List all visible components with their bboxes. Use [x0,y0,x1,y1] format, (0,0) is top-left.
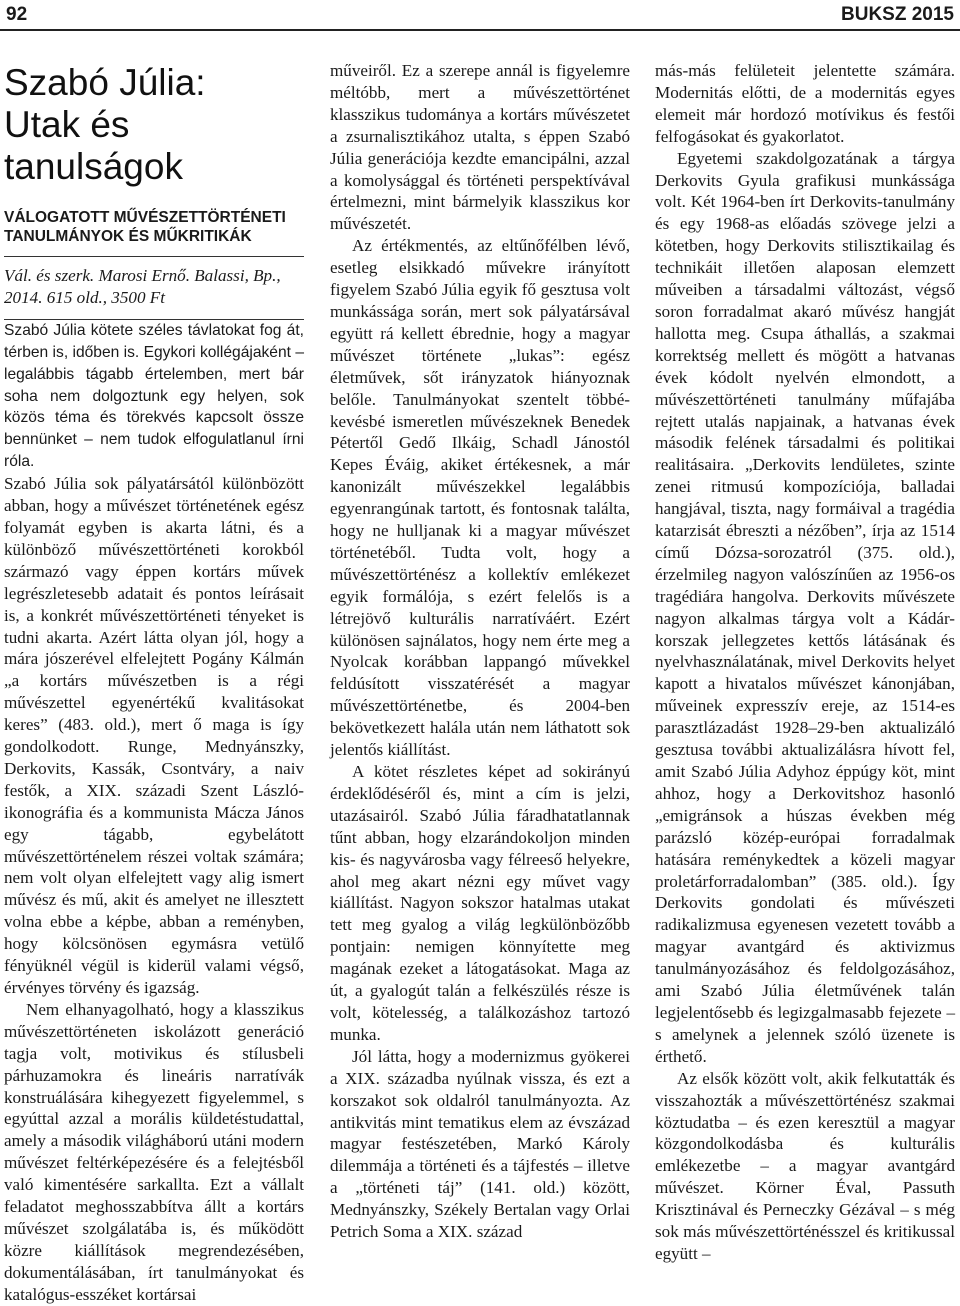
body-paragraph: Egyetemi szakdolgozatának a tárgya Derkovits Gyula grafikusi munkássága volt. Két 1964-ben írt Derkovits-tanulmány és egy 1968-as előadás szövege jelzi a kötetben, hogy Derkovits stilisztikailag és technikáit illetően alaposan elemzett műveiben a társadalmi változást, végső soron forradalmat akaró művész hangját hallotta meg. Csupa áthallás, a szakmai korrektség mellett és mögött a hatvanas évek kódolt nyelvén elmondott, a művészettörténeti tanulmány műfajába rejtett utalás napjainak, a hatvanas évek második felének társadalmi és politikai realitásaira. „Derkovits lendületes, szinte zenei ritmusú kompozíciója, balladai hangjával, tiszta, nagy formáival a tragédia katarzisát ébreszti a nézőben”, írja az 1514 című Dózsa-sorozatról (375. old.), érzelmileg nagyon valószínűen az 1956-os tragédiára hangolva. Derkovits művészete nagyon alkalmas tárgya volt a Kádár-korszak jellegzetes kettős látásának és nyelvhasználatának, mivel Derkovits helyet kapott a hivatalos művészet kánonjában, műveinek expresszív ereje, az 1514-es parasztlázadást 1928–29-ben aktualizáló gesztusa további aktualizálásra hívott fel, amit Szabó Júlia Adyhoz éppúgy köt, mint ahhoz, hogy a Derkovitshoz hasonló „emigránsok a húszas években még parázsló közép-európai forradalmak hatására reménykedtek a közeli magyar proletárforradalomban” (385. old.). Így Derkovits gondolati és művészeti radikalizmusa egyenesen vezetett tovább a magyar avantgárd és aktivizmus tanulmányozásához és feldolgozásához, ami Szabó Júlia életművének talán legjelentősebb és legizgalmasabb fejezete – s amelynek a jelennek szóló üzenete is érthető. [655,148,955,1066]
journal-name: BUKSZ 2015 [841,4,954,25]
page-number: 92 [6,4,28,25]
article-subtitle: VÁLOGATOTT MŰVÉSZETTÖRTÉNETI TANULMÁNYOK ÉS MŰKRITIKÁK [4,208,304,257]
title-line-2: Utak és tanulságok [4,104,183,187]
page-header [0,0,960,32]
body-paragraph: Jól látta, hogy a modernizmus gyökerei a XIX. századba nyúlnak vissza, és ezt a korszakot sok oldalról tanulmányozta. Az antikvitás mint tematikus elem az évszázad magyar festészetében, Markó Károly dilemmája a történeti és a tájfestés – illetve a „történeti táj” (141. old.) között, Mednyánszky, Székely Bertalan vagy Orlai Petrich Soma a XIX. század [330,1046,630,1242]
column-2 [330,60,630,1243]
lead-paragraph: Szabó Júlia kötete széles távlatokat fog át, térben is, időben is. Egykori kollégájaként – legalábbis tágabb értelemben, mert bár soha nem dolgoztunk egy helyen, sok közös téma és törekvés kapcsolt össze bennünket – nem tudok elfogulatlanul írni róla. [4,321,304,471]
title-line-1: Szabó Júlia: [4,62,206,103]
article-title [4,62,304,188]
body-paragraph: A kötet részletes képet ad sokirányú érdeklődéséről és, mint a cím is jelzi, utazásairól. Szabó Júlia fáradhatatlannak tűnt abban, hogy elzarándokoljon minden kis- és nagyvárosba vagy félreeső helyekre, ahol meg akart nézni egy művet vagy kiállítást. Nagyon sokszor hatalmas utakat tett meg gyalog a világ legkülönbözőbb pontjain: nemigen könnyítette meg magának ezeket a látogatásokat. Maga az út, a gyalogút talán a felkészülés része is volt, kötelesség, a találkozáshoz tartozó munka. [330,762,630,1044]
column-1 [4,62,304,1306]
header-rule [0,29,960,31]
body-paragraph: Az értékmentés, az eltűnőfélben lévő, esetleg elsikkadó művekre irányított figyelem Szabó Júlia egyik fő gesztusa volt munkássága során, mert sok pályatársával együtt rá kellett ébrednie, hogy a magyar művészet története „lukas”: egész életművek, sőt irányzatok hiányoznak belőle. Tanulmányokat szentelt többé-kevésbé ismeretlen művészeknek Benedek Pétertől Gedő Ilkáig, Schadl Jánostól Kepes Éváig, akiket értékesnek, a már kanonizált művészekkel legalábbis egyenrangúnak tartott, és fontosnak találta, hogy ne hulljanak ki a magyar művészet történetéből. Tudta volt, hogy a művészettörténész a kollektív emlékezet egyik formálója, s ezért felelős is a létrejövő kulturális narratíváért. Ezért különösen sajnálatos, hogy nem érte meg a Nyolcak korábban lappangó művekkel feldúsított visszatérését a magyar művészettörténetbe, és 2004-ben bekövetkezett halála után nem láthatott sok jelentős kiállítást. [330,236,630,760]
body-paragraph: más-más felületeit jelentette számára. Modernitás előtti, de a modernitás egyes elemeit már hordozó motívikus és festői felfogásokat és gyakorlatot. [655,61,955,146]
bibliographic-info: Vál. és szerk. Marosi Ernő. Balassi, Bp., 2014. 615 old., 3500 Ft [4,265,304,320]
column-3 [655,60,955,1265]
body-paragraph: Nem elhanyagolható, hogy a klasszikus művészettörténeten iskolázott generáció tagja volt, motivikus és stílusbeli párhuzamokra és lineáris narratívák konstruálására kihegyezett figyelemmel, s egyúttal azzal a morális küldetéstudattal, amely a második világháború utáni modern művészet feltérképezésére és a felejtésből való kimentésére sarkallta. Ezt a vállalt feladatot meghosszabbítva állt a kortárs művészet szolgálatába is, és működött közre kiállítások megrendezésében, dokumentálásában, írt tanulmányokat és katalógus-esszéket kortársai [4,999,304,1304]
body-paragraph: Szabó Júlia sok pályatársától különbözött abban, hogy a művészet történetének egész folyamát egyben is akarta látni, és a különböző művészettörténeti korokból származó vagy éppen kortárs művek legrészletesebb adatait és pontos leírásait is, a konkrét művészettörténeti tényeket is tudni akarta. Azért látta olyan jól, hogy a mára jószerével elfelejtett Pogány Kálmán „a kortárs művészetben is a régi művészettel egyenértékű kvalitásokat keres” (483. old.), mert ő maga is így gondolkodott. Runge, Mednyánszky, Derkovits, Kassák, Csontváry, a naiv festők, a XIX. századi Szent László-ikonográfia és a kommunista Mácza János egy tágabb, egybelátott művészettörténelem részei voltak számára; nem volt olyan elfelejtett vagy alig ismert művész és mű, akit és amelyet ne illesztett volna ebbe a képbe, abban a reményben, hogy kölcsönösen egymásra vetülő fényüknél végül is kiderül valami végső, érvényes törvény és igazság. [4,474,304,997]
body-paragraph: Az elsők között volt, akik felkutatták és visszahozták a művészettörténész szakmai köztudatba – és ezen keresztül a magyar közgondolkodásba és kulturális emlékezetbe – a magyar avantgárd művészet. Körner Éval, Passuth Krisztinával és Perneczky Gézával – s még sok más művészettörténésszel és kritikussal együtt – [655,1068,955,1263]
body-paragraph: műveiről. Ez a szerepe annál is figyelemre méltóbb, mert a művészettörténet klasszikus tudománya a kortárs művészetet a zsurnalisztikához utalta, s éppen Szabó Júlia generációja kezdte emancipálni, azzal a komolysággal és történeti perspektívával értelmezni, mint bármelyik klasszikus kor művészetét. [330,61,630,234]
